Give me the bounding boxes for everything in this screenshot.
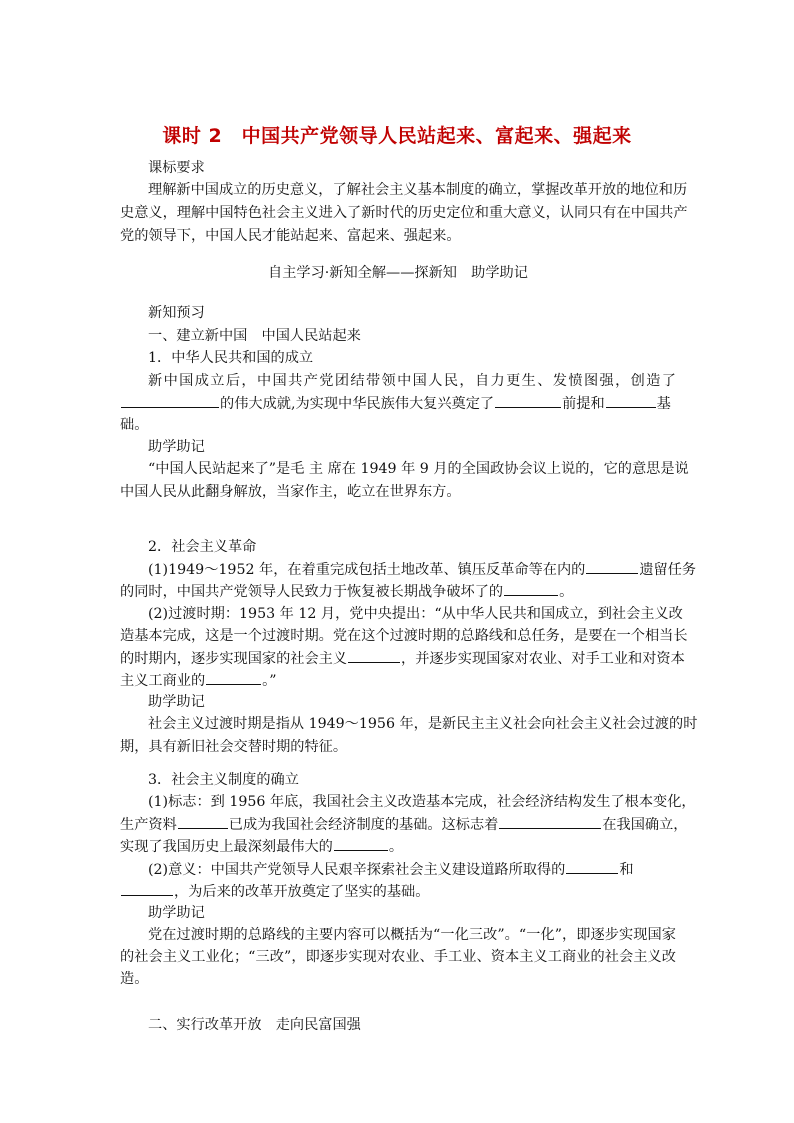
paragraph-line: 础。 <box>120 417 149 433</box>
paragraph-line: (2)过渡时期：1953 年 12 月，党中央提出：“从中华人民共和国成立，到社会主义改 <box>148 606 683 622</box>
zhuxue-heading: 助学助记 <box>148 694 205 710</box>
text-segment: 已成为我国社会经济制度的基础。这标志着 <box>228 817 499 833</box>
fill-blank[interactable] <box>348 647 400 663</box>
zhuxue-heading: 助学助记 <box>148 439 205 455</box>
text-segment: 生产资料 <box>120 817 177 833</box>
text-segment: 。” <box>262 673 277 689</box>
paragraph-line <box>120 580 676 603</box>
text-segment: 。 <box>388 839 404 855</box>
paragraph-line: “中国人民站起来了”是毛 主 席在 1949 年 9 月的全国政协会议上说的，它的意思是说 <box>148 461 689 477</box>
text-segment: ，并逐步实现国家对农业、对手工业和对资本 <box>401 651 685 667</box>
lesson-title: 课时 2 中国共产党领导人民站起来、富起来、强起来 <box>162 125 632 147</box>
text-segment: 的时期内，逐步实现国家的社会主义 <box>120 651 348 667</box>
paragraph-line <box>120 880 676 903</box>
section-banner: 自主学习·新知全解——探新知 助学助记 <box>268 265 528 281</box>
section-heading-kebiao: 课标要求 <box>148 160 205 176</box>
paragraph-line: 造基本完成，这是一个过渡时期。党在这个过渡时期的总路线和总任务，是要在一个相当长 <box>120 628 688 644</box>
fill-blank[interactable] <box>566 858 618 874</box>
paragraph-line: 造。 <box>120 971 149 987</box>
fill-blank[interactable] <box>178 813 228 829</box>
text-segment: 在我国确立， <box>602 817 688 833</box>
subheading-xinzhi: 新知预习 <box>148 305 205 321</box>
text-segment: 遗留任务 <box>639 562 697 578</box>
item-heading: 2．社会主义革命 <box>148 539 257 555</box>
text-segment: (2)意义：中国共产党领导人民艰辛探索社会主义建设道路所取得的 <box>148 862 566 878</box>
text-segment: ，为后来的改革开放奠定了坚实的基础。 <box>174 884 430 900</box>
part-heading: 二、实行改革开放 走向民富国强 <box>148 1017 361 1033</box>
fill-blank[interactable] <box>206 669 261 685</box>
text-segment: 基 <box>656 396 671 412</box>
paragraph-line <box>148 558 697 581</box>
fill-blank[interactable] <box>495 392 561 408</box>
paragraph-line <box>120 813 688 836</box>
text-segment: 。 <box>559 584 574 600</box>
text-segment: 实现了我国历史上最深刻最伟大的 <box>120 839 333 855</box>
zhuxue-heading: 助学助记 <box>148 905 205 921</box>
paragraph-line: 中国人民从此翻身解放，当家作主，屹立在世界东方。 <box>120 484 461 500</box>
paragraph-line: 期，具有新旧社会交替时期的特征。 <box>120 739 348 755</box>
paragraph-line: 社会主义过渡时期是指从 1949～1956 年，是新民主主义社会向社会主义社会过渡的时 <box>148 716 698 732</box>
text-segment: 的伟大成就,为实现中华民族伟大复兴奠定了 <box>220 396 495 412</box>
text-segment: 主义工商业的 <box>120 673 206 689</box>
paragraph-line: 理解新中国成立的历史意义，了解社会主义基本制度的确立，掌握改革开放的地位和历 <box>148 182 688 198</box>
paragraph-line <box>120 392 676 415</box>
text-segment: 前提和 <box>562 396 605 412</box>
fill-blank[interactable] <box>499 813 601 829</box>
text-segment: 的同时，中国共产党领导人民致力于恢复被长期战争破坏了的 <box>120 584 504 600</box>
fill-blank[interactable] <box>504 580 558 596</box>
paragraph-line <box>120 647 685 670</box>
paragraph-line: 的社会主义工业化；“三改”，即逐步实现对农业、手工业、资本主义工商业的社会主义改 <box>120 949 676 965</box>
paragraph-line <box>120 835 676 858</box>
fill-blank[interactable] <box>586 558 638 574</box>
text-segment: 和 <box>619 862 634 878</box>
paragraph-line: (1)标志：到 1956 年底，我国社会主义改造基本完成，社会经济结构发生了根本变化， <box>148 794 696 810</box>
item-heading: 1．中华人民共和国的成立 <box>148 350 314 366</box>
fill-blank[interactable] <box>121 880 173 896</box>
part-heading: 一、建立新中国 中国人民站起来 <box>148 328 361 344</box>
paragraph-line <box>148 858 676 881</box>
paragraph-line <box>120 669 676 692</box>
fill-blank[interactable] <box>334 835 388 851</box>
paragraph-line: 史意义，理解中国特色社会主义进入了新时代的历史定位和重大意义，认同只有在中国共产 <box>120 205 688 221</box>
paragraph-line: 新中国成立后，中国共产党团结带领中国人民，自力更生、发愤图强，创造了 <box>148 373 676 389</box>
fill-blank[interactable] <box>121 392 219 408</box>
paragraph-line: 党的领导下，中国人民才能站起来、富起来、强起来。 <box>120 228 461 244</box>
paragraph-line: 党在过渡时期的总路线的主要内容可以概括为“一化三改”。“一化”，即逐步实现国家 <box>148 927 676 943</box>
text-segment: (1)1949～1952 年，在着重完成包括土地改革、镇压反革命等在内的 <box>148 562 586 578</box>
fill-blank[interactable] <box>606 392 656 408</box>
item-heading: 3．社会主义制度的确立 <box>148 772 299 788</box>
